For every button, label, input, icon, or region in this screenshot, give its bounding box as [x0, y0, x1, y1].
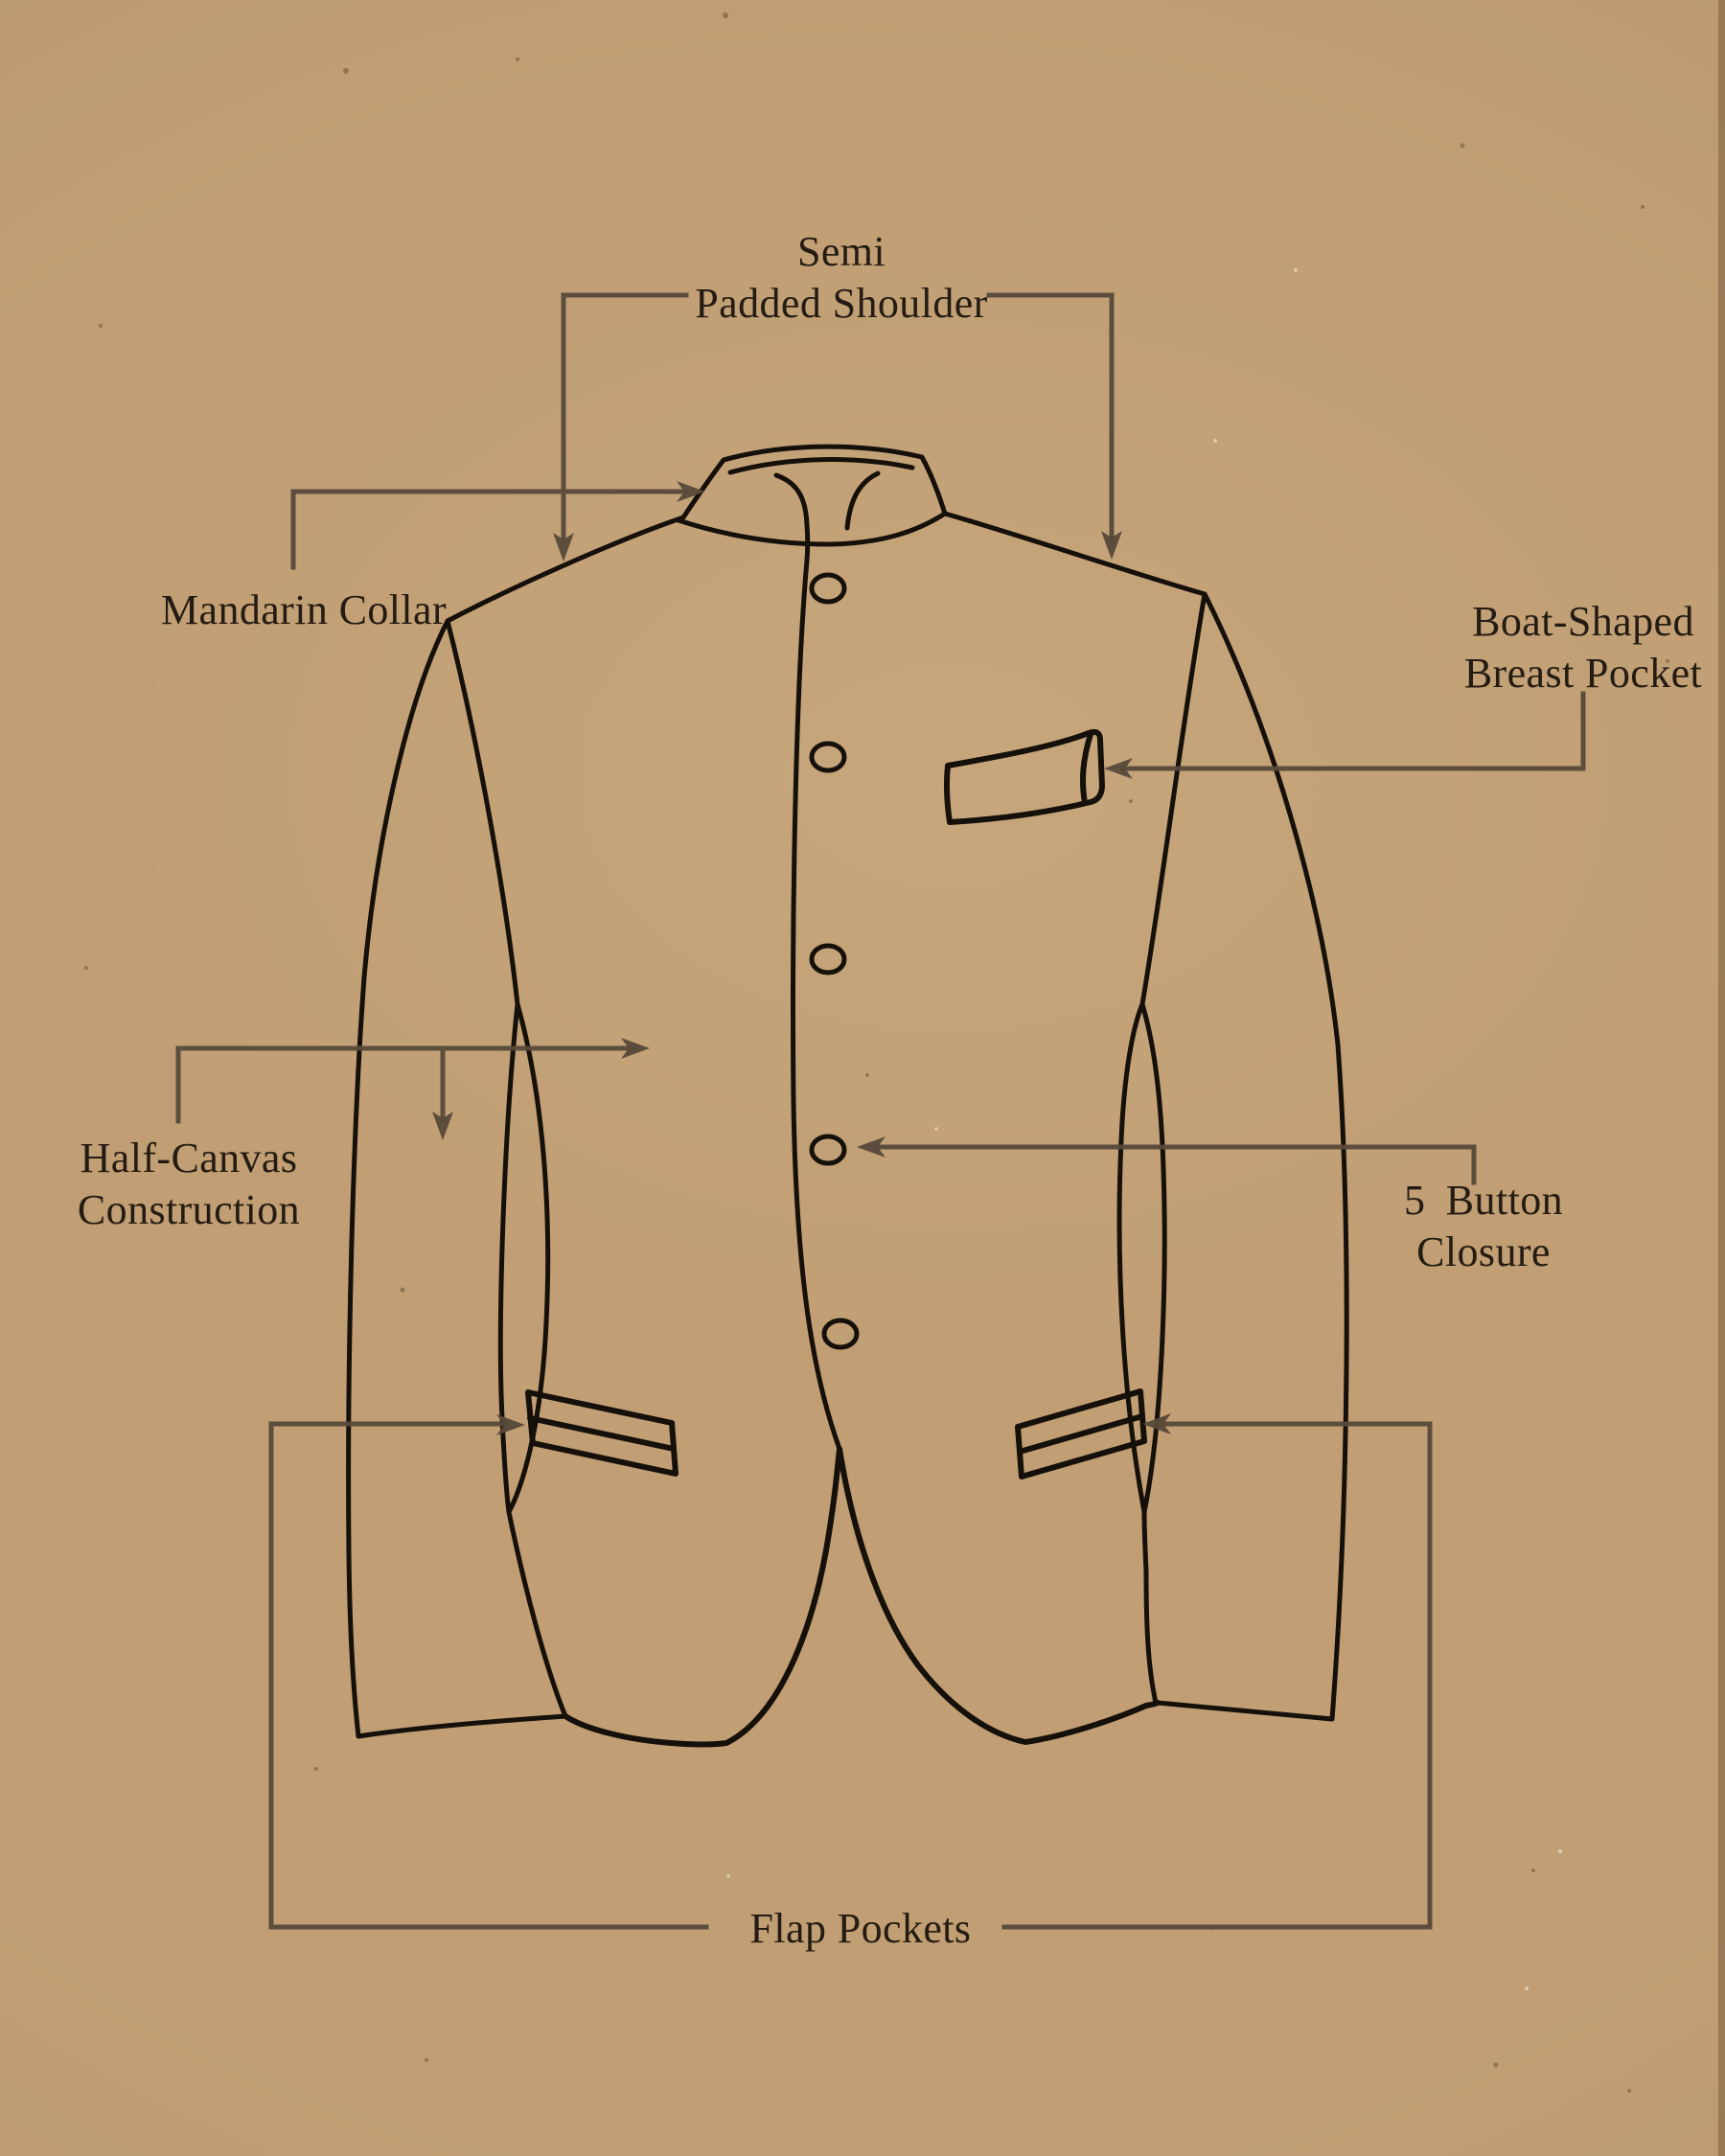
right-flap-pocket: [1018, 1391, 1144, 1477]
semi-padded-shoulder-connector: [564, 295, 1112, 542]
mandarin-collar-connector: [293, 492, 686, 567]
label-line: Half-Canvas: [80, 1135, 298, 1181]
label-mandarin-collar: [161, 585, 447, 636]
button-2: [812, 744, 844, 770]
collar-outline: [678, 447, 945, 561]
half-canvas-connector: [178, 1048, 631, 1121]
label-half-canvas-construction: [78, 1133, 300, 1236]
label-line: Breast Pocket: [1463, 650, 1703, 697]
button-1: [812, 575, 844, 602]
label-flap-pockets: [750, 1903, 972, 1955]
breast-pocket: [947, 732, 1102, 822]
label-boat-shaped-breast-pocket: [1464, 596, 1702, 700]
label-line: Padded Shoulder: [695, 280, 988, 327]
label-line: Semi: [796, 228, 886, 275]
flap-pockets-right-bracket: [1004, 1424, 1430, 1927]
button-5: [824, 1320, 857, 1347]
button-3: [812, 946, 844, 973]
front-placket-line: [794, 561, 840, 1449]
five-button-connector: [876, 1147, 1474, 1182]
button-column: [812, 575, 857, 1347]
left-flap-pocket: [528, 1392, 676, 1474]
button-4: [812, 1136, 844, 1163]
breast-pocket-connector: [1123, 694, 1583, 768]
paper-speckle-light-dots: [726, 268, 1562, 1990]
label-line: 5 Button: [1404, 1177, 1563, 1224]
label-line: Construction: [77, 1186, 301, 1233]
right-sleeve-outline: [1119, 594, 1346, 1719]
paper-right-edge-shadow: [1718, 0, 1725, 2156]
label-semi-padded-shoulder: [695, 226, 987, 330]
hem-outline: [565, 1449, 1158, 1745]
label-line: Mandarin Collar: [161, 586, 448, 633]
jacket-line-art: [349, 447, 1347, 1744]
label-five-button-closure: [1404, 1175, 1563, 1278]
label-line: Boat-Shaped: [1472, 598, 1694, 645]
label-line: Flap Pockets: [749, 1905, 972, 1952]
label-line: Closure: [1416, 1228, 1551, 1275]
flap-pockets-left-bracket: [271, 1424, 706, 1927]
left-sleeve-outline: [349, 621, 565, 1736]
